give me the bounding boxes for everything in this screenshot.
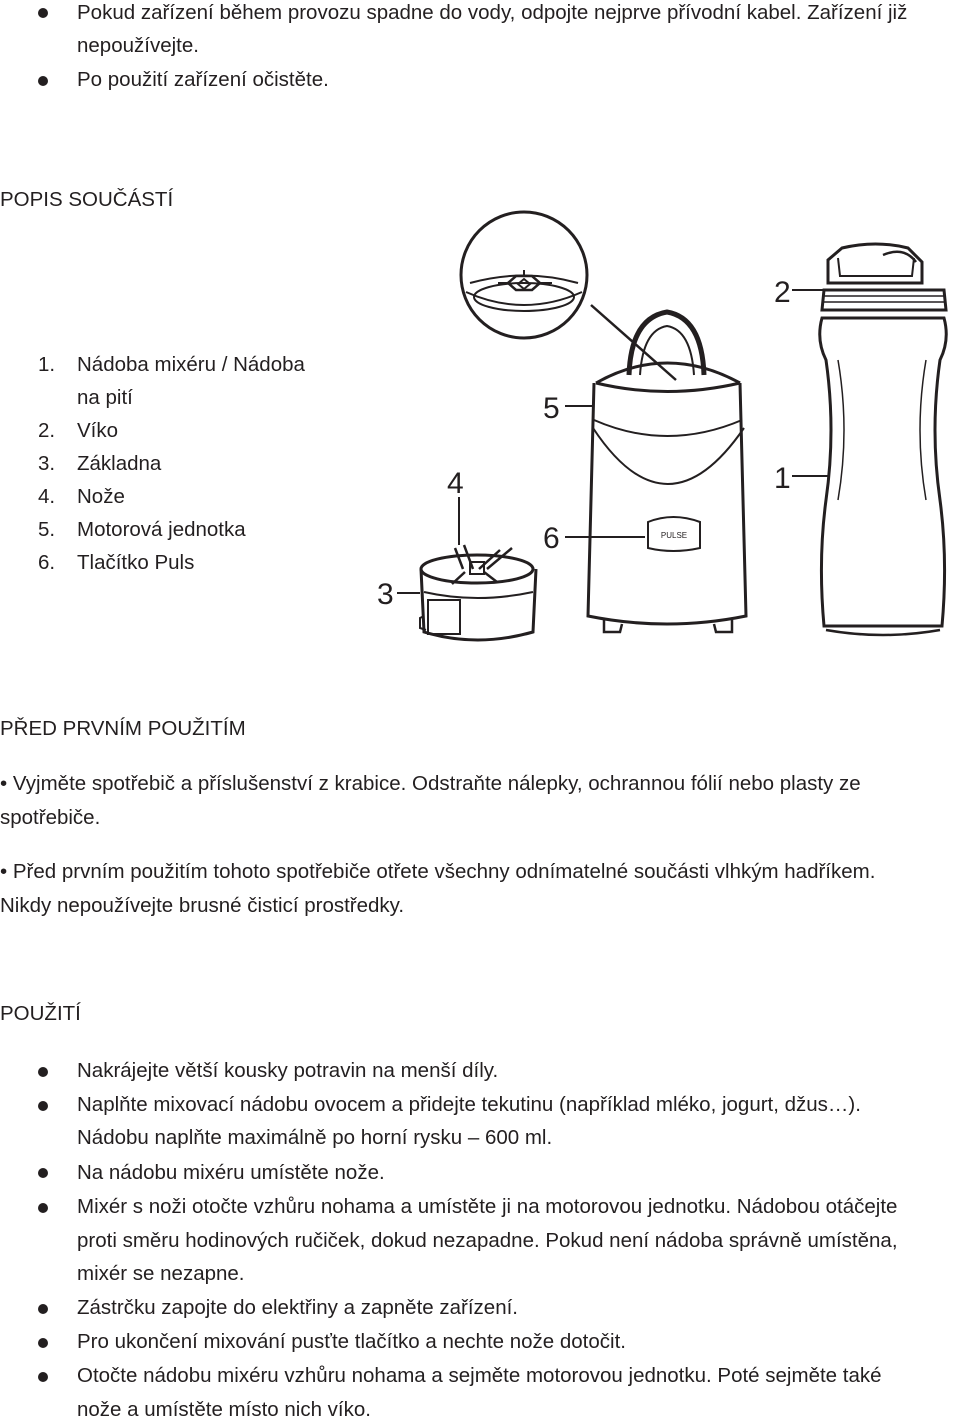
pulse-button-label: PULSE: [660, 531, 688, 540]
before-first-use-p1-line-2: spotřebiče.: [0, 806, 101, 829]
top-bullet-2-line-1: Po použití zařízení očistěte.: [77, 68, 329, 91]
before-first-use-p1-line-1: • Vyjměte spotřebič a příslušenství z krabice. Odstraňte nálepky, ochrannou fólií nebo plasty ze: [0, 772, 861, 795]
bullet-dot: [38, 1338, 48, 1348]
bullet-dot: [38, 1101, 48, 1111]
usage-heading: POUŽITÍ: [0, 1002, 81, 1025]
usage-item-1-line-1: Nakrájejte větší kousky potravin na menší díly.: [77, 1059, 499, 1082]
part-label: Základna: [77, 452, 162, 475]
callout-4: 4: [447, 467, 464, 500]
bullet-dot: [38, 1304, 48, 1314]
part-label: Víko: [77, 419, 119, 442]
motor-unit-drawing: [588, 312, 746, 632]
part-number: 5.: [38, 518, 56, 541]
bullet-dot: [38, 1067, 48, 1077]
part-label: Tlačítko Puls: [77, 551, 195, 574]
part-number: 2.: [38, 419, 56, 442]
part-label: Nádoba mixéru / Nádoba: [77, 353, 305, 376]
usage-item-2-line-2: Nádobu naplňte maximálně po horní rysku – 600 ml.: [77, 1126, 553, 1149]
usage-item-7-line-1: Otočte nádobu mixéru vzhůru nohama a sejměte motorovou jednotku. Poté sejměte také: [77, 1364, 882, 1387]
callout-3: 3: [377, 578, 394, 611]
usage-item-3-line-1: Na nádobu mixéru umístěte nože.: [77, 1161, 385, 1184]
base-with-blades-drawing: [420, 545, 536, 640]
bullet-dot: [38, 76, 48, 86]
bottle-drawing: [820, 244, 947, 635]
parts-heading: POPIS SOUČÁSTÍ: [0, 188, 174, 211]
usage-item-4-line-1: Mixér s noži otočte vzhůru nohama a umístěte ji na motorovou jednotku. Nádobou otáčejte: [77, 1195, 898, 1218]
before-first-use-p2-line-2: Nikdy nepoužívejte brusné čisticí prostředky.: [0, 894, 405, 917]
bullet-dot: [38, 1203, 48, 1213]
top-bullet-1-line-1: Pokud zařízení během provozu spadne do vody, odpojte nejprve přívodní kabel. Zařízení již: [77, 1, 908, 24]
callout-5: 5: [543, 392, 560, 425]
callout-2: 2: [774, 276, 791, 309]
usage-item-7-line-2: nože a umístěte místo nich víko.: [77, 1398, 371, 1421]
part-label: Nože: [77, 485, 125, 508]
bullet-dot: [38, 8, 48, 18]
callout-lines: [397, 290, 828, 593]
bullet-dot: [38, 1168, 48, 1178]
part-label: Motorová jednotka: [77, 518, 246, 541]
part-number: 4.: [38, 485, 56, 508]
part-label: na pití: [77, 386, 133, 409]
part-number: 1.: [38, 353, 56, 376]
before-first-use-p2-line-1: • Před prvním použitím tohoto spotřebiče otřete všechny odnímatelné součásti vlhkým hadříkem.: [0, 860, 876, 883]
part-number: 3.: [38, 452, 56, 475]
usage-item-2-line-1: Naplňte mixovací nádobu ovocem a přidejte tekutinu (například mléko, jogurt, džus…).: [77, 1093, 861, 1116]
bullet-dot: [38, 1372, 48, 1382]
callout-1: 1: [774, 462, 791, 495]
blender-parts-illustration: [370, 205, 960, 650]
usage-item-4-line-3: mixér se nezapne.: [77, 1262, 245, 1285]
usage-item-4-line-2: proti směru hodinových ručiček, dokud nezapadne. Pokud není nádoba správně umístěna,: [77, 1229, 898, 1252]
usage-item-5-line-1: Zástrčku zapojte do elektřiny a zapněte zařízení.: [77, 1296, 518, 1319]
top-bullet-1-line-2: nepoužívejte.: [77, 34, 199, 57]
before-first-use-heading: PŘED PRVNÍM POUŽITÍM: [0, 717, 246, 740]
usage-item-6-line-1: Pro ukončení mixování pusťte tlačítko a nechte nože dotočit.: [77, 1330, 626, 1353]
part-number: 6.: [38, 551, 56, 574]
callout-6: 6: [543, 522, 560, 555]
